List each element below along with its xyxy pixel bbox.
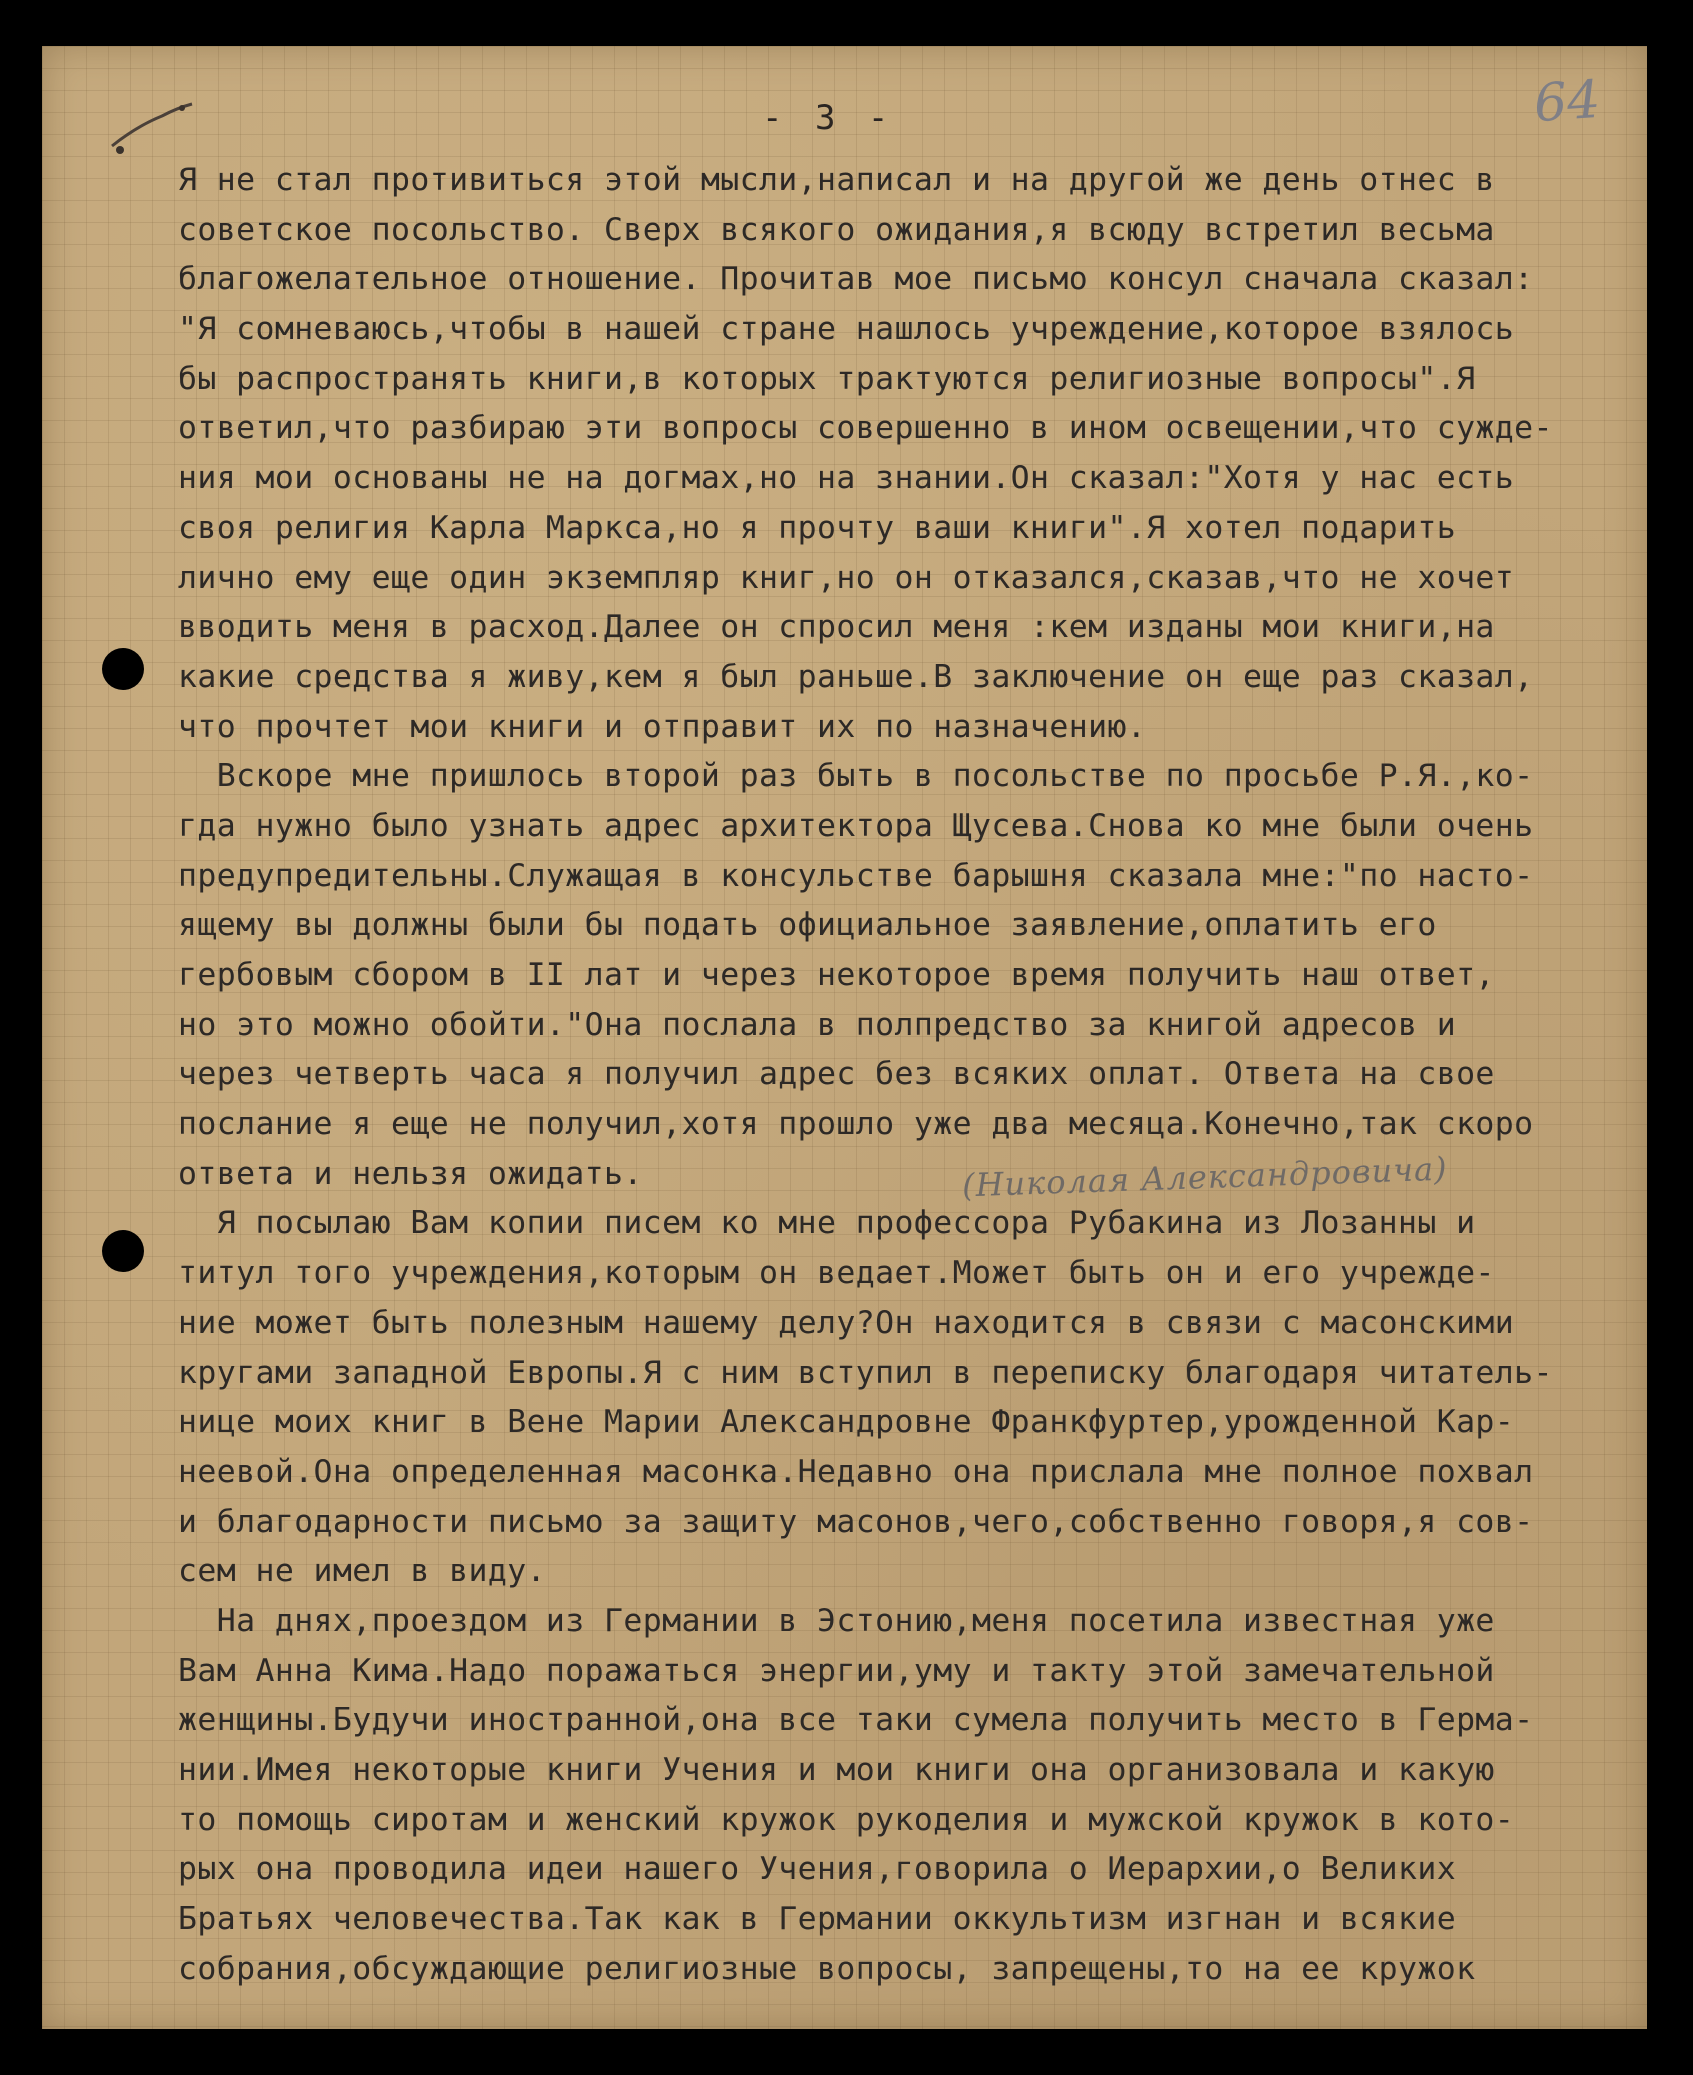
text-line: предупредительны.Служащая в консульстве барышня сказала мне:"по насто-: [178, 857, 1534, 894]
text-line: лично ему еще один экземпляр книг,но он отказался,сказав,что не хочет: [178, 559, 1515, 596]
text-line: кругами западной Европы.Я с ним вступил в переписку благодаря читатель-: [178, 1354, 1553, 1391]
punch-hole: [102, 648, 144, 690]
text-line: сем не имел в виду.: [178, 1553, 546, 1590]
text-line: какие средства я живу,кем я был раньше.В заключение он еще раз сказал,: [178, 658, 1534, 695]
text-line: ния мои основаны не на догмах,но на знании.Он сказал:"Хотя у нас есть: [178, 460, 1515, 497]
archive-page-number: 64: [1531, 69, 1603, 135]
text-line: На днях,проездом из Германии в Эстонию,меня посетила известная уже: [178, 1602, 1495, 1639]
typed-body-text: [178, 156, 1628, 1994]
text-line: послание я еще не получил,хотя прошло уже два месяца.Конечно,так скоро: [178, 1106, 1534, 1143]
page-number: - 3 -: [762, 98, 895, 138]
text-line: гербовым сбором в II лат и через некоторое время получить наш ответ,: [178, 957, 1495, 993]
text-line: и благодарности письмо за защиту масонов,чего,собственно говоря,я сов-: [178, 1503, 1534, 1540]
text-line: то помощь сиротам и женский кружок рукоделия и мужской кружок в кото-: [178, 1801, 1515, 1838]
pen-mark: [82, 86, 202, 166]
text-line: Вам Анна Кима.Надо поражаться энергии,уму и такту этой замечательной: [178, 1652, 1495, 1689]
text-line: что прочтет мои книги и отправит их по назначению.: [178, 708, 1147, 745]
text-line: ответил,что разбираю эти вопросы совершенно в ином освещении,что сужде-: [178, 410, 1553, 447]
handwritten-annotation: (Николая Александровича): [961, 1149, 1449, 1205]
text-line: рых она проводила идеи нашего Учения,говорила о Иерархии,о Великих: [178, 1851, 1457, 1888]
text-line: но это можно обойти."Она послала в полпредство за книгой адресов и: [178, 1006, 1457, 1043]
text-line: "Я сомневаюсь,чтобы в нашей стране нашлось учреждение,которое взялось: [178, 311, 1515, 348]
text-line: ние может быть полезным нашему делу?Он находится в связи с масонскими: [178, 1304, 1515, 1341]
text-line: своя религия Карла Маркса,но я прочту ваши книги".Я хотел подарить: [178, 509, 1457, 546]
text-line: бы распространять книги,в которых трактуются религиозные вопросы".Я: [178, 360, 1476, 397]
text-line: собрания,обсуждающие религиозные вопросы, запрещены,то на ее кружок: [178, 1950, 1476, 1987]
text-line: гда нужно было узнать адрес архитектора Щусева.Снова ко мне были очень: [178, 807, 1534, 844]
text-line: Я не стал противиться этой мысли,написал и на другой же день отнес в: [178, 162, 1495, 198]
text-line: неевой.Она определенная масонка.Недавно она прислала мне полное похвал: [178, 1453, 1534, 1490]
punch-hole: [102, 1230, 144, 1272]
text-line: через четверть часа я получил адрес без всяких оплат. Ответа на свое: [178, 1056, 1495, 1093]
text-line: ответа и нельзя ожидать.: [178, 1155, 643, 1192]
text-line: советское посольство. Сверх всякого ожидания,я всюду встретил весьма: [178, 211, 1495, 248]
text-line: ящему вы должны были бы подать официальное заявление,оплатить его: [178, 907, 1437, 944]
text-line: благожелательное отношение. Прочитав мое письмо консул сначала сказал:: [178, 261, 1534, 298]
text-line: вводить меня в расход.Далее он спросил меня :кем изданы мои книги,на: [178, 609, 1495, 646]
text-line: женщины.Будучи иностранной,она все таки сумела получить место в Герма-: [178, 1702, 1534, 1739]
text-line: титул того учреждения,которым он ведает.Может быть он и его учрежде-: [178, 1255, 1495, 1292]
text-line: Братьях человечества.Так как в Германии оккультизм изгнан и всякие: [178, 1901, 1457, 1938]
text-line: нии.Имея некоторые книги Учения и мои книги она организовала и какую: [178, 1752, 1495, 1788]
text-line: Я посылаю Вам копии писем ко мне профессора Рубакина из Лозанны и: [178, 1205, 1476, 1242]
text-line: Вскоре мне пришлось второй раз быть в посольстве по просьбе Р.Я.,ко-: [178, 758, 1534, 795]
document-page: [42, 46, 1647, 2029]
text-line: нице моих книг в Вене Марии Александровне Франкфуртер,урожденной Кар-: [178, 1404, 1515, 1441]
